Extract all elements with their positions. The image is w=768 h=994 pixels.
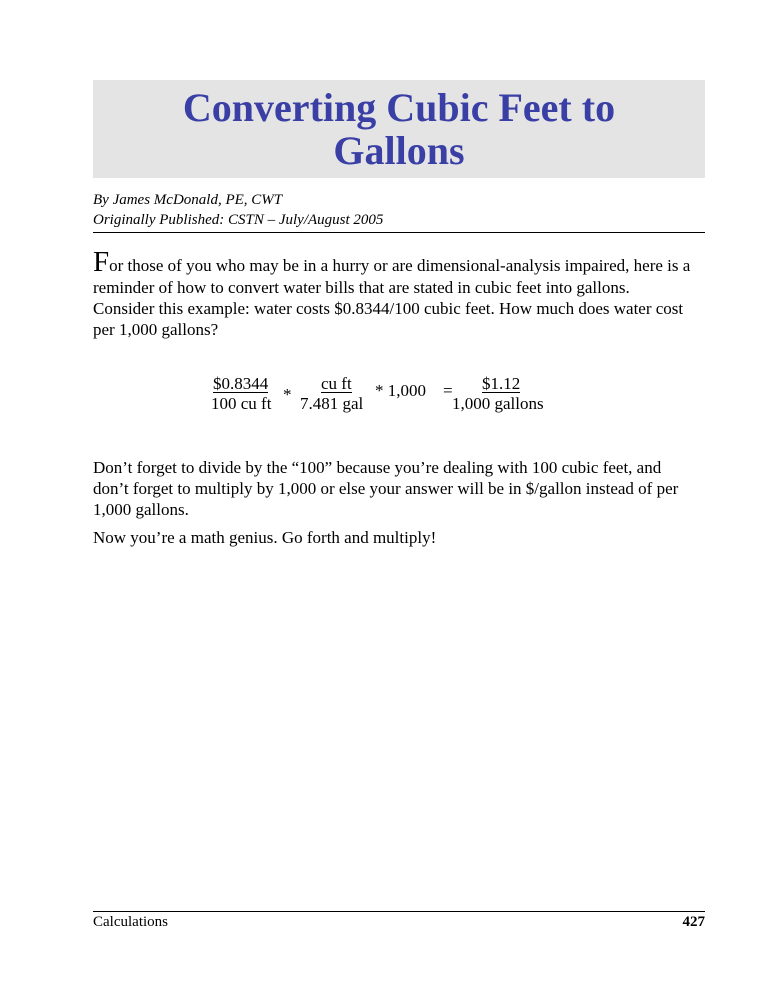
operator-multiply-1: * [283, 385, 292, 404]
fraction-1-numerator: $0.8344 [213, 374, 269, 393]
title-box [93, 80, 705, 178]
body-paragraph-1: Don’t forget to divide by the “100” because you’re dealing with 100 cubic feet, and don’t forget to multiply by 1,000 or else your answer will be in $/gallon instead of per 1,000 gallons. [93, 458, 679, 519]
footer-section: Calculations [93, 914, 168, 930]
byline [93, 190, 383, 230]
title-line-1: Converting Cubic Feet to [182, 85, 616, 130]
operator-multiply-1000: * 1,000 [375, 381, 426, 400]
operator-equals: = [443, 381, 453, 400]
intro-paragraph [93, 248, 693, 340]
title-line-2: Gallons [333, 128, 465, 173]
fraction-2-numerator: cu ft [321, 374, 352, 393]
fraction-3-denominator: 1,000 gallons [452, 394, 544, 413]
footer-divider [93, 911, 705, 912]
page-number: 427 [682, 914, 705, 930]
fraction-2-denominator: 7.481 gal [300, 394, 364, 413]
page-title [93, 86, 705, 172]
drop-cap: F [93, 246, 110, 278]
intro-text: or those of you who may be in a hurry or are dimensional-analysis impaired, here is a reminder of how to convert water bills that are stated in cubic feet into gallons. Consider this example: water costs $0.8344/100 cubic feet. How much does water cost per 1,000 gallons? [93, 256, 691, 339]
publication-info: Originally Published: CSTN – July/August 2005 [93, 212, 384, 228]
fraction-1-denominator: 100 cu ft [211, 394, 272, 413]
fraction-3-numerator: $1.12 [482, 374, 521, 393]
body-paragraph-2: Now you’re a math genius. Go forth and multiply! [93, 528, 437, 547]
author: By James McDonald, PE, CWT [93, 192, 283, 208]
byline-divider [93, 232, 705, 233]
